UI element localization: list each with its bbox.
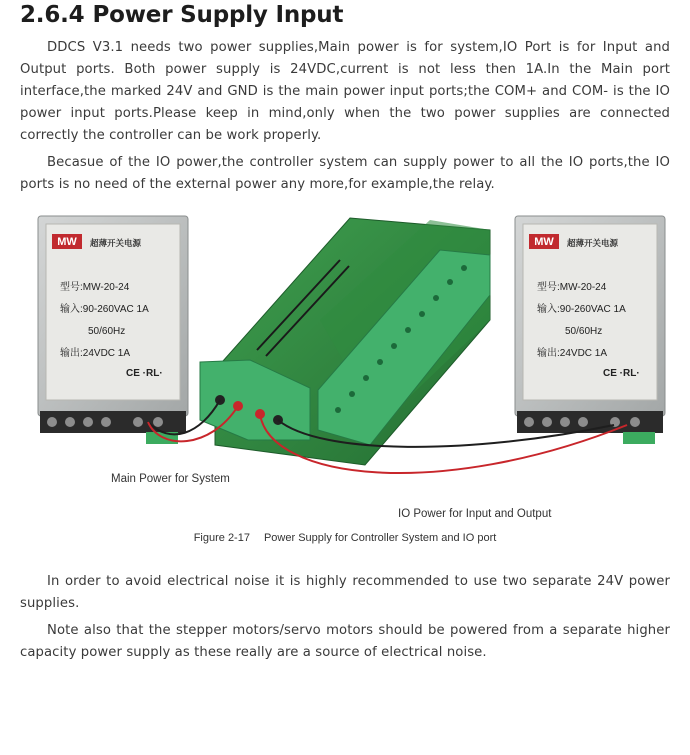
psu-frequency: 50/60Hz bbox=[565, 326, 603, 337]
psu-cert: CE ·RL· bbox=[603, 368, 640, 379]
section-heading bbox=[20, 2, 343, 28]
figure-caption bbox=[20, 532, 670, 544]
psu-output: 输出:24VDC 1A bbox=[60, 348, 131, 359]
psu-model: 型号:MW-20-24 bbox=[60, 282, 130, 293]
label-main-power: Main Power for System bbox=[111, 473, 230, 485]
psu-frequency: 50/60Hz bbox=[88, 326, 126, 337]
psu-brand: MW bbox=[57, 236, 77, 248]
section-title: Power Supply Input bbox=[92, 2, 344, 28]
psu-brand: MW bbox=[534, 236, 554, 248]
left-power-supply bbox=[38, 216, 188, 444]
paragraph-motor-power: Note also that the stepper motors/servo motors should be powered from a separate higher capacity power supply as these really are a source of electrical noise. bbox=[20, 623, 670, 660]
paragraph-separate-supplies: In order to avoid electrical noise it is highly recommended to use two separate 24V power supplies. bbox=[20, 574, 670, 611]
psu-input: 输入:90-260VAC 1A bbox=[537, 304, 626, 315]
right-power-supply bbox=[515, 216, 665, 444]
section-number: 2.6.4 bbox=[20, 2, 85, 28]
paragraph-power-requirements: DDCS V3.1 needs two power supplies,Main power is for system,IO Port is for Input and Output ports. Both power supply is 24VDC,current is not less then 1A.In the Main port interface,the marked 24V and GND is the main power input ports;the COM+ and COM- is the IO power input ports.Please keep in mind,only when the two power supplies are connected correctly the controller can be work properly. bbox=[20, 40, 670, 143]
caption-text: Power Supply for Controller System and IO port bbox=[263, 532, 497, 544]
figure-power-supply-wiring bbox=[20, 210, 670, 550]
psu-output: 输出:24VDC 1A bbox=[537, 348, 608, 359]
paragraph-io-power: Becasue of the IO power,the controller system can supply power to all the IO ports,the IO ports is no need of the external power any more,for example,the relay. bbox=[20, 155, 670, 192]
psu-header: 超薄开关电源 bbox=[567, 239, 619, 249]
psu-cert: CE ·RL· bbox=[126, 368, 163, 379]
controller-board bbox=[200, 218, 490, 465]
psu-model: 型号:MW-20-24 bbox=[537, 282, 607, 293]
caption-number: Figure 2-17 bbox=[193, 532, 250, 544]
psu-header: 超薄开关电源 bbox=[90, 239, 142, 249]
label-io-power: IO Power for Input and Output bbox=[398, 508, 552, 520]
psu-input: 输入:90-260VAC 1A bbox=[60, 304, 149, 315]
